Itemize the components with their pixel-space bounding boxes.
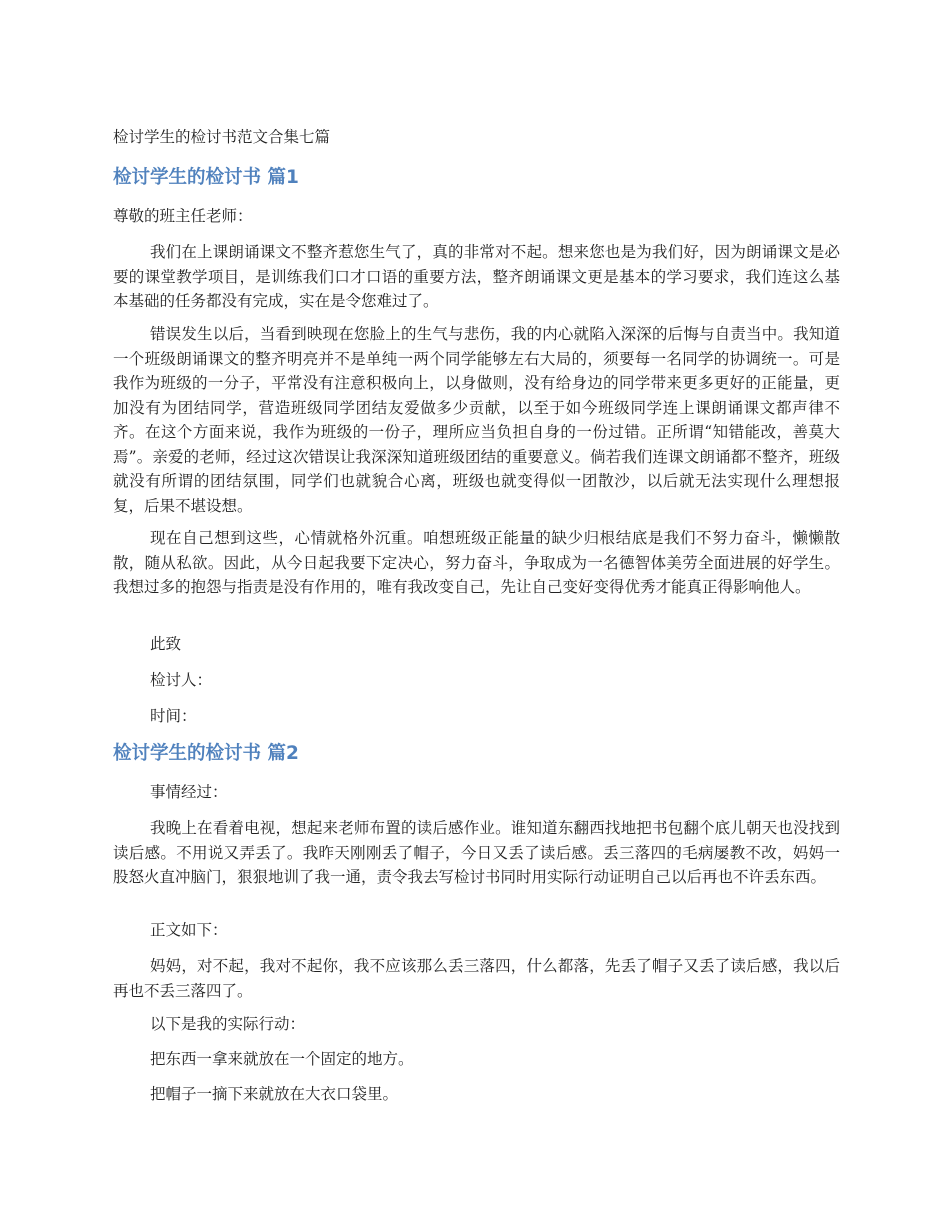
event-label: 事情经过：: [150, 783, 228, 801]
event-paragraph: 我晚上在看着电视，想起来老师布置的读后感作业。谁知道东翻西找地把书包翻个底儿朝天也没找到读后感。不用说又弄丢了。我昨天刚刚丢了帽子，今日又丢了读后感。丢三落四的毛病屡教不改，妈妈一股怒火直冲脑门，狠狠地训了我一通，责令我去写检讨书同时用实际行动证明自己以后再也不许丢东西。: [113, 819, 840, 886]
salutation: 尊敬的班主任老师：: [113, 207, 253, 225]
apology-paragraph: 妈妈，对不起，我对不起你，我不应该那么丢三落四，什么都落，先丢了帽子又丢了读后感，我以后再也不丢三落四了。: [113, 957, 840, 1000]
paragraph-1: 我们在上课朗诵课文不整齐惹您生气了，真的非常对不起。想来您也是为我们好，因为朗诵课文是必要的课堂教学项目，是训练我们口才口语的重要方法，整齐朗诵课文更是基本的学习要求，我们连这么基本基础的任务都没有完成，实在是令您难过了。: [113, 243, 840, 310]
body-label: 正文如下：: [150, 921, 228, 939]
section-heading-2: 检讨学生的检讨书 篇2: [113, 743, 299, 764]
action-item: 把东西一拿来就放在一个固定的地方。: [150, 1050, 414, 1068]
section-heading-1: 检讨学生的检讨书 篇1: [113, 167, 299, 188]
closing-regards: 此致: [150, 635, 182, 653]
paragraph-2: 错误发生以后，当看到映现在您脸上的生气与悲伤，我的内心就陷入深深的后悔与自责当中。我知道一个班级朗诵课文的整齐明亮并不是单纯一两个同学能够左右大局的，须要每一名同学的协调统一。可是我作为班级的一分子，平常没有注意积极向上，以身做则，没有给身边的同学带来更多更好的正能量，更加没有为团结同学，营造班级同学团结友爱做多少贡献，以至于如今班级同学连上课朗诵课文都声律不齐。在这个方面来说，我作为班级的一份子，理所应当负担自身的一份过错。正所谓“知错能改，善莫大焉”。亲爱的老师，经过这次错误让我深深知道班级团结的重要意义。倘若我们连课文朗诵都不整齐，班级就没有所谓的团结氛围，同学们也就貌合心离，班级也就变得似一团散沙，以后就无法实现什么理想报复，后果不堪设想。: [113, 325, 840, 515]
action-item: 把帽子一摘下来就放在大衣口袋里。: [150, 1085, 399, 1103]
actions-label: 以下是我的实际行动：: [150, 1015, 306, 1033]
closing-date: 时间：: [150, 707, 197, 725]
paragraph-3: 现在自己想到这些，心情就格外沉重。咱想班级正能量的缺少归根结底是我们不努力奋斗，懒懒散散，随从私欲。因此，从今日起我要下定决心，努力奋斗，争取成为一名德智体美劳全面进展的好学生。我想过多的抱怨与指责是没有作用的，唯有我改变自己，先让自己变好变得优秀才能真正得影响他人。: [113, 529, 840, 596]
document-title: 检讨学生的检讨书范文合集七篇: [113, 128, 331, 146]
closing-signer: 检讨人：: [150, 671, 213, 689]
